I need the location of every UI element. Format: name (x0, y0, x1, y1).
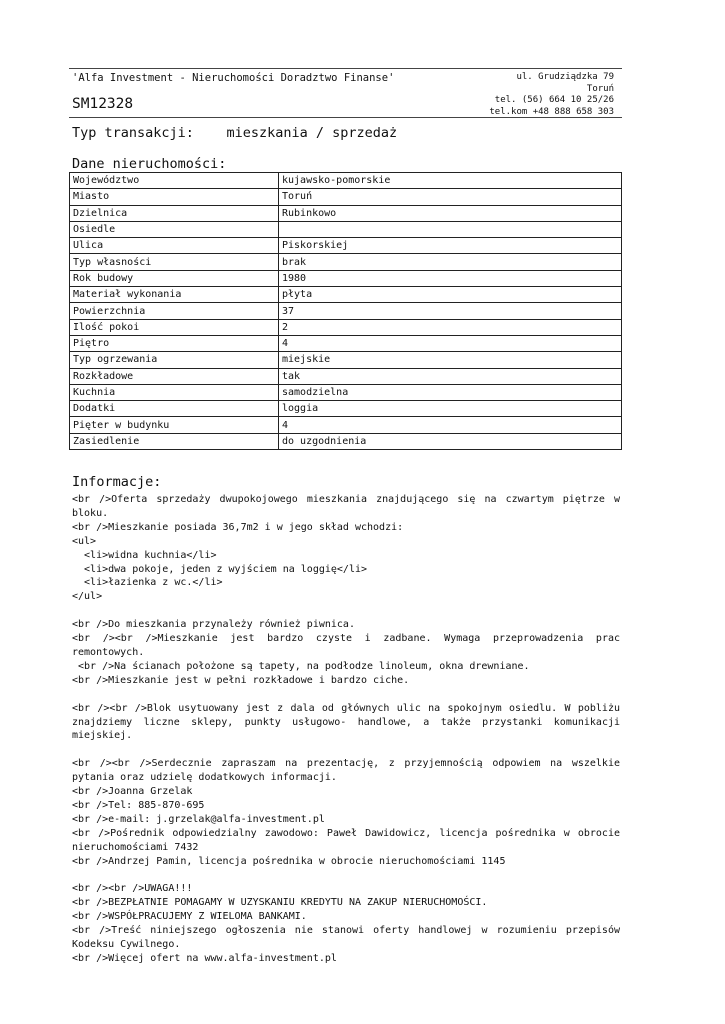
property-key: Piętro (70, 335, 279, 351)
property-value: 2 (279, 319, 622, 335)
info-section-title: Informacje: (72, 474, 162, 491)
table-row (70, 287, 622, 303)
transaction-label: Typ transakcji: (72, 125, 194, 141)
property-section-title: Dane nieruchomości: (72, 156, 227, 172)
table-row (70, 335, 622, 351)
info-line: <br />Andrzej Pamin, licencja pośrednika w obrocie nieruchomościami 1145 (72, 855, 506, 867)
transaction-type (72, 125, 622, 141)
table-row (70, 205, 622, 221)
company-name: 'Alfa Investment - Nieruchomości Doradztwo Finanse' (72, 72, 395, 84)
property-key: Rok budowy (70, 270, 279, 286)
info-line: <li>widna kuchnia</li> (72, 549, 217, 561)
property-key: Materiał wykonania (70, 287, 279, 303)
contact-phone: tel. (56) 664 10 25/26 (494, 95, 614, 105)
property-key: Osiedle (70, 221, 279, 237)
blank-line (72, 688, 620, 702)
info-line: <br />Mieszkanie jest w pełni rozkładowe i bardzo ciche. (72, 674, 410, 686)
table-row (70, 352, 622, 368)
listing-reference: SM12328 (72, 96, 134, 112)
table-row (70, 238, 622, 254)
property-key: Ulica (70, 238, 279, 254)
table-row (70, 270, 622, 286)
info-line: <br />BEZPŁATNIE POMAGAMY W UZYSKANIU KREDYTU NA ZAKUP NIERUCHOMOŚCI. (72, 897, 488, 909)
table-row (70, 319, 622, 335)
info-line: <li>dwa pokoje, jeden z wyjściem na loggię</li> (72, 563, 368, 575)
property-key: Województwo (70, 173, 279, 189)
property-key: Kuchnia (70, 384, 279, 400)
property-key: Powierzchnia (70, 303, 279, 319)
table-row (70, 189, 622, 205)
property-key: Zasiedlenie (70, 433, 279, 449)
property-value: kujawsko-pomorskie (279, 173, 622, 189)
property-value: loggia (279, 401, 622, 417)
info-line: <br />Tel: 885-870-695 (72, 799, 205, 811)
table-row (70, 254, 622, 270)
info-line: <br />e-mail: j.grzelak@alfa-investment.pl (72, 813, 325, 825)
info-text (72, 493, 620, 966)
property-value: do uzgodnienia (279, 433, 622, 449)
info-line: <br /><br />UWAGA!!! (72, 883, 193, 895)
property-key: Typ własności (70, 254, 279, 270)
header (69, 69, 622, 117)
property-value (279, 221, 622, 237)
property-key: Rozkładowe (70, 368, 279, 384)
property-table (69, 172, 622, 450)
info-line: <br />Do mieszkania przynależy również piwnica. (72, 619, 355, 631)
table-row (70, 173, 622, 189)
info-line: <br />Joanna Grzelak (72, 786, 193, 798)
info-line: <ul> (72, 535, 97, 547)
property-value: miejskie (279, 352, 622, 368)
listing-document (69, 68, 622, 966)
property-value: brak (279, 254, 622, 270)
info-line: <br />Pośrednik odpowiedzialny zawodowo: Paweł Dawidowicz, licencja pośrednika w obrocie nieruchomościami 7432 (72, 827, 620, 853)
table-row (70, 221, 622, 237)
property-value: 1980 (279, 270, 622, 286)
info-line: <br />Mieszkanie posiada 36,7m2 i w jego skład wchodzi: (72, 521, 404, 533)
property-value: 37 (279, 303, 622, 319)
property-value: tak (279, 368, 622, 384)
table-row (70, 401, 622, 417)
info-line: <br /><br />Mieszkanie jest bardzo czyste i zadbane. Wymaga przeprowadzenia prac remontowych. (72, 633, 620, 658)
table-row (70, 368, 622, 384)
property-value: płyta (279, 287, 622, 303)
contact-mobile: tel.kom +48 888 658 303 (489, 106, 614, 117)
property-key: Miasto (70, 189, 279, 205)
table-row (70, 303, 622, 319)
property-key: Dodatki (70, 401, 279, 417)
transaction-value: mieszkania / sprzedaż (226, 125, 398, 141)
property-key: Pięter w budynku (70, 417, 279, 433)
table-row (70, 433, 622, 449)
property-value: 4 (279, 417, 622, 433)
info-line: <br /><br />Blok usytuowany jest z dala od głównych ulic na spokojnym osiedlu. W pobliżu znajdziemy liczne sklepy, punkty usługowo- handlowe, a także przystanki komunikacji miejskiej. (72, 702, 620, 742)
property-value: Rubinkowo (279, 205, 622, 221)
table-row (70, 417, 622, 433)
info-line: <br /><br />Serdecznie zapraszam na prezentację, z przyjemnością odpowiem na wszelkie pytania oraz udzielę dodatkowych informacji. (72, 758, 620, 784)
property-value: Toruń (279, 189, 622, 205)
property-value: Piskorskiej (279, 238, 622, 254)
contact-city: Toruń (586, 83, 614, 94)
info-line: <br />Więcej ofert na www.alfa-investment.pl (72, 952, 337, 964)
property-key: Typ ogrzewania (70, 352, 279, 368)
info-line: <br />WSPÓŁPRACUJEMY Z WIELOMA BANKAMI. (72, 911, 307, 923)
blank-line (72, 743, 620, 757)
info-line: <br />Na ścianach położone są tapety, na podłodze linoleum, okna drewniane. (72, 660, 530, 672)
contact-block (489, 72, 614, 118)
blank-line (72, 868, 620, 882)
blank-line (72, 604, 620, 618)
contact-street: ul. Grudziądzka 79 (516, 72, 614, 82)
property-key: Ilość pokoi (70, 319, 279, 335)
info-line: <br />Oferta sprzedaży dwupokojowego mieszkania znajdującego się na czwartym piętrze w bloku. (72, 494, 620, 519)
info-line: <li>łazienka z wc.</li> (72, 577, 223, 589)
property-key: Dzielnica (70, 205, 279, 221)
info-line: </ul> (72, 591, 103, 603)
info-line: <br />Treść niniejszego ogłoszenia nie stanowi oferty handlowej w rozumieniu przepisów Kodeksu Cywilnego. (72, 925, 620, 950)
table-row (70, 384, 622, 400)
property-value: samodzielna (279, 384, 622, 400)
property-value: 4 (279, 335, 622, 351)
